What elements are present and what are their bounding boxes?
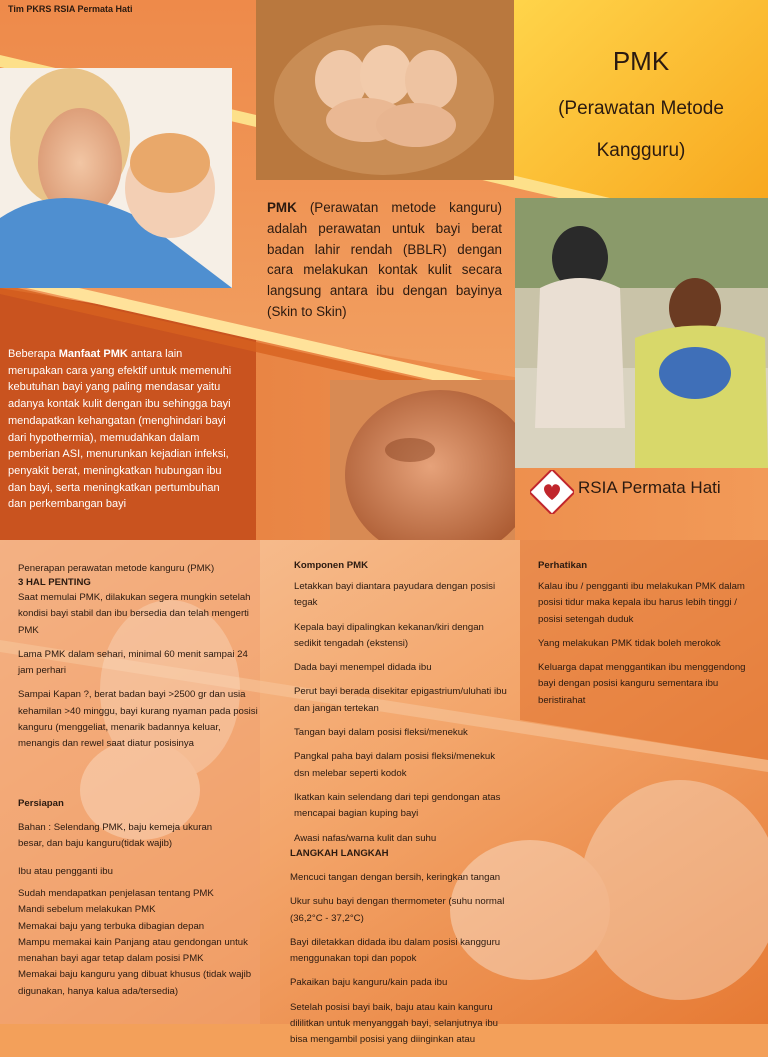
persiapan-item: Memakai baju yang terbuka dibagian depan bbox=[18, 920, 205, 932]
langkah-item: Pakaikan baju kanguru/kain pada ibu bbox=[290, 977, 448, 989]
perhatikan-heading: Perhatikan bbox=[538, 560, 588, 571]
komponen-item: Pangkal paha bayi dalam posisi fleksi/menekuk dsn melebar seperti kodok bbox=[294, 751, 496, 779]
penerapan-item: Sampai Kapan ?, berat badan bayi >2500 gr dan usia kehamilan >40 minggu, bayi kurang nyaman pada posisi kanguru (menggeliat, menarik badannya keluar, menangis dan rewel saat diatur posisinya bbox=[18, 689, 258, 750]
logo-text: RSIA Permata Hati bbox=[578, 478, 721, 497]
persiapan-item: Memakai baju kanguru yang dibuat khusus (tidak wajib digunakan, hanya kalua ada/tersedia) bbox=[18, 969, 252, 997]
cover-subtitle-line2: Kangguru) bbox=[596, 140, 686, 161]
komponen-item: Tangan bayi dalam posisi fleksi/menekuk bbox=[294, 727, 468, 739]
langkah-item: Ukur suhu bayi dengan thermometer (suhu normal (36,2°C - 37,2°C) bbox=[290, 896, 505, 924]
benefits-text-after: antara lain merupakan cara yang efektif untuk memenuhi kebutuhan bayi yang paling mendasar yaitu adanya kontak kulit dengan ibu sehingga bayi mendapatkan kehangatan (menghindari bayi dari hypothermia), memudahkan dalam pemberian ASI, menurunkan kejadian infeksi, penyakit berat, meningkatkan hubungan ibu dan bayi, serta meningkatkan pertumbuhan dan perkembangan bayi bbox=[8, 348, 232, 511]
persiapan-heading: Persiapan bbox=[18, 798, 64, 809]
penerapan-item: Lama PMK dalam sehari, minimal 60 menit sampai 24 jam perhari bbox=[18, 648, 248, 677]
cover-title: PMK bbox=[612, 46, 670, 76]
cover-subtitle-line1: (Perawatan Metode bbox=[558, 98, 724, 119]
nurse-mother-photo bbox=[515, 198, 768, 468]
komponen-item: Ikatkan kain selendang dari tepi gendongan atas mencapai bagian kuping bayi bbox=[294, 791, 501, 820]
benefits-paragraph bbox=[8, 346, 240, 513]
penerapan-heading: Penerapan perawatan metode kanguru (PMK) bbox=[18, 563, 215, 574]
persiapan-bahan: Bahan : Selendang PMK, baju kemeja ukuran besar, dan baju kanguru(tidak wajib) bbox=[18, 822, 213, 850]
langkah-item: Setelah posisi bayi baik, baju atau kain kanguru dililitkan untuk menyanggah bayi, selanjutnya ibu bisa mengambil posisi yang diinginkan atau bbox=[290, 1001, 498, 1046]
persiapan-item: Sudah mendapatkan penjelasan tentang PMK bbox=[18, 888, 214, 899]
benefits-text-before: Beberapa bbox=[8, 348, 59, 360]
penerapan-section bbox=[18, 562, 258, 592]
persiapan-item: Mandi sebelum melakukan PMK bbox=[18, 904, 156, 916]
langkah-heading: LANGKAH LANGKAH bbox=[290, 848, 389, 859]
baby-closeup-photo bbox=[330, 380, 515, 540]
komponen-list bbox=[294, 579, 509, 855]
penerapan-subheading: 3 HAL PENTING bbox=[18, 576, 91, 588]
komponen-item: Kepala bayi dipalingkan kekanan/kiri dengan sedikit tengadah (ekstensi) bbox=[294, 621, 484, 649]
persiapan-item: Mampu memakai kain Panjang atau gendongan untuk menahan bayi agar tetap dalam posisi PMK bbox=[18, 936, 248, 965]
heart-logo-icon bbox=[530, 470, 574, 514]
intro-text: (Perawatan metode kanguru) adalah perawatan untuk bayi berat badan lahir rendah (BBLR) dengan cara melakukan kontak kulit secara langsung antara ibu dengan bayinya (Skin to Skin) bbox=[267, 200, 502, 319]
langkah-list bbox=[290, 870, 512, 1057]
komponen-item: Letakkan bayi diantara payudara dengan posisi tegak bbox=[294, 581, 496, 609]
mother-baby-photo bbox=[0, 68, 232, 288]
persiapan-ibu-heading: Ibu atau pengganti ibu bbox=[18, 866, 113, 877]
persiapan-list bbox=[18, 886, 263, 1000]
komponen-item: Perut bayi berada disekitar epigastrium/uluhati ibu dan jangan tertekan bbox=[294, 686, 507, 714]
perhatikan-item: Yang melakukan PMK tidak boleh merokok bbox=[538, 637, 721, 649]
team-label: Tim PKRS RSIA Permata Hati bbox=[8, 4, 133, 14]
perhatikan-item: Kalau ibu / pengganti ibu melakukan PMK dalam posisi tidur maka kepala ibu harus lebih tinggi / posisi setengah duduk bbox=[538, 581, 745, 625]
komponen-item: Awasi nafas/warna kulit dan suhu bbox=[294, 832, 437, 844]
penerapan-item: Saat memulai PMK, dilakukan segera mungkin setelah kondisi bayi stabil dan ibu bersedia dan telah mengerti PMK bbox=[18, 592, 251, 636]
komponen-heading: Komponen PMK bbox=[294, 560, 369, 571]
intro-paragraph bbox=[267, 198, 502, 323]
triplets-photo bbox=[256, 0, 514, 180]
perhatikan-item: Keluarga dapat menggantikan ibu menggendong bayi dengan posisi kanguru sementara ibu beristirahat bbox=[538, 662, 746, 706]
langkah-item: Mencuci tangan dengan bersih, keringkan tangan bbox=[290, 872, 501, 883]
komponen-item: Dada bayi menempel didada ibu bbox=[294, 662, 432, 674]
perhatikan-list bbox=[538, 579, 758, 717]
benefits-bold: Manfaat PMK bbox=[58, 348, 128, 360]
hospital-logo bbox=[530, 470, 768, 512]
langkah-item: Bayi diletakkan didada ibu dalam posisi kangguru menggunakan topi dan popok bbox=[290, 936, 501, 965]
intro-lead: PMK bbox=[267, 200, 297, 215]
penerapan-list bbox=[18, 590, 258, 761]
